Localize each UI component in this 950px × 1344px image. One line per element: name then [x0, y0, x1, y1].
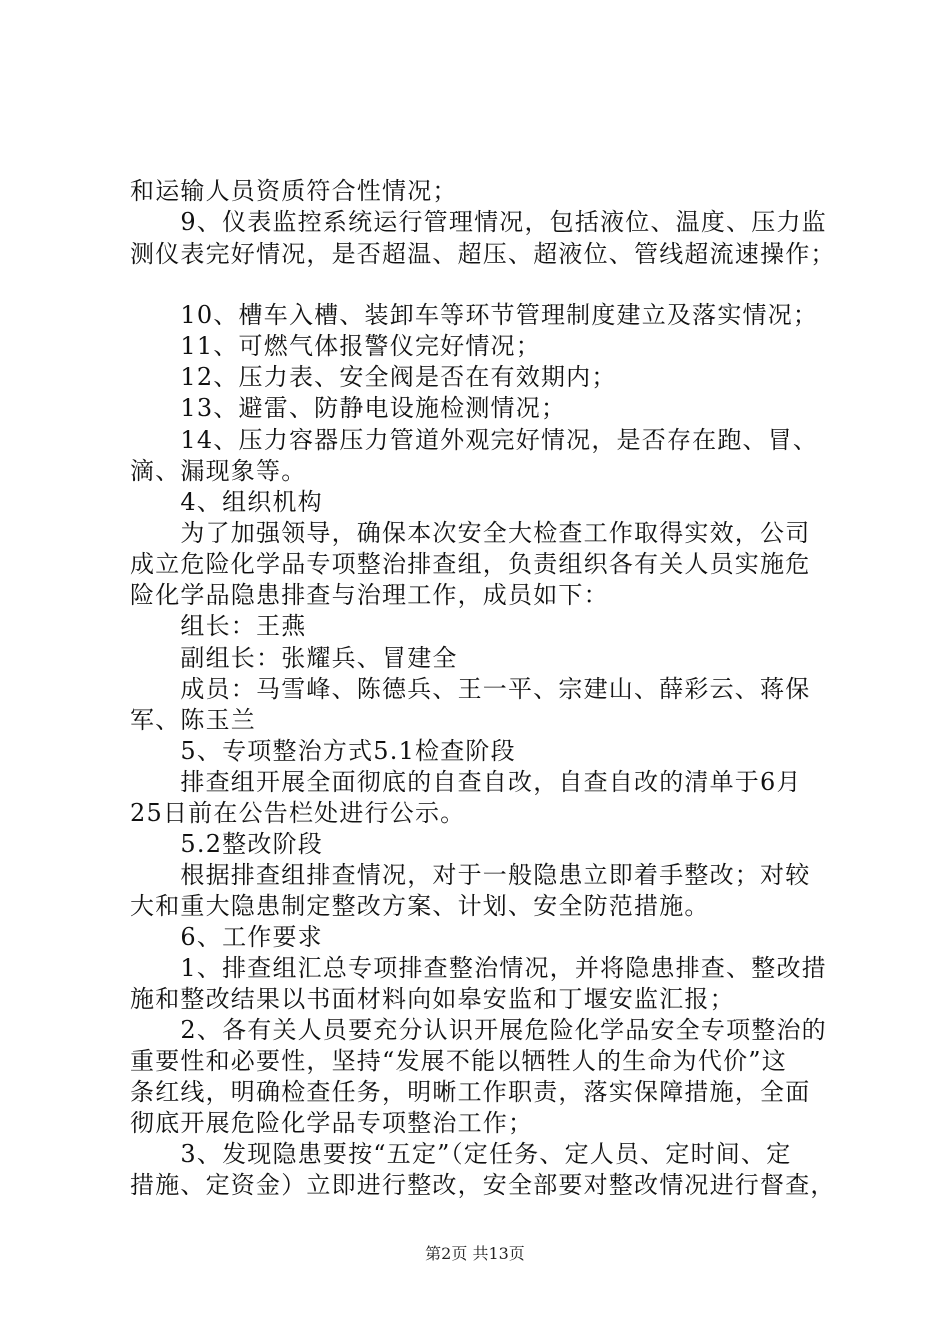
- text-line: 重要性和必要性，坚持“发展不能以牺牲人的生命为代价”这: [130, 1047, 787, 1075]
- text-line: 根据排查组排查情况，对于一般隐患立即着手整改；对较: [130, 861, 811, 889]
- text-line: 彻底开展危险化学品专项整治工作；: [130, 1109, 534, 1137]
- text-line: 25日前在公告栏处进行公示。: [130, 799, 466, 827]
- text-line: 大和重大隐患制定整改方案、计划、安全防范措施。: [130, 892, 710, 920]
- text-line: 1、排查组汇总专项排查整治情况，并将隐患排查、整改措: [130, 954, 827, 982]
- text-line: 成立危险化学品专项整治排查组，负责组织各有关人员实施危: [130, 550, 811, 578]
- text-line: 成员：马雪峰、陈德兵、王一平、宗建山、薛彩云、蒋保: [130, 675, 811, 703]
- text-line: 险化学品隐患排查与治理工作，成员如下：: [130, 581, 609, 609]
- text-line: 10、槽车入槽、装卸车等环节管理制度建立及落实情况；: [130, 301, 819, 329]
- text-line: 3、发现隐患要按“五定”（定任务、定人员、定时间、定: [130, 1140, 792, 1168]
- text-line: 为了加强领导，确保本次安全大检查工作取得实效，公司: [130, 519, 811, 547]
- text-line: 措施、定资金）立即进行整改，安全部要对整改情况进行督查，: [130, 1171, 836, 1199]
- text-line: 5、专项整治方式5.1检查阶段: [130, 737, 516, 765]
- text-line: 施和整改结果以书面材料向如皋安监和丁堰安监汇报；: [130, 985, 735, 1013]
- text-line: 4、组织机构: [130, 488, 323, 516]
- text-line: 13、避雷、防静电设施检测情况；: [130, 394, 567, 422]
- text-line: 副组长：张耀兵、冒建全: [130, 644, 458, 672]
- text-line: 组长：王燕: [130, 612, 307, 640]
- text-line: 测仪表完好情况，是否超温、超压、超液位、管线超流速操作；: [130, 240, 836, 268]
- text-line: 14、压力容器压力管道外观完好情况，是否存在跑、冒、: [130, 426, 819, 454]
- text-line: 军、陈玉兰: [130, 706, 256, 734]
- text-line: 12、压力表、安全阀是否在有效期内；: [130, 363, 617, 391]
- text-line: 滴、漏现象等。: [130, 457, 307, 485]
- text-line: 11、可燃气体报警仪完好情况；: [130, 332, 541, 360]
- text-line: 2、各有关人员要充分认识开展危险化学品安全专项整治的: [130, 1016, 827, 1044]
- text-line: 9、仪表监控系统运行管理情况，包括液位、温度、压力监: [130, 208, 827, 236]
- text-line: 和运输人员资质符合性情况；: [130, 177, 458, 205]
- text-line: 排查组开展全面彻底的自查自改，自查自改的清单于6月: [130, 768, 802, 796]
- text-line: 5.2整改阶段: [130, 830, 323, 858]
- page-footer: 第2页 共13页: [425, 1244, 525, 1263]
- text-line: 6、工作要求: [130, 923, 323, 951]
- text-line: 条红线，明确检查任务，明晰工作职责，落实保障措施，全面: [130, 1078, 811, 1106]
